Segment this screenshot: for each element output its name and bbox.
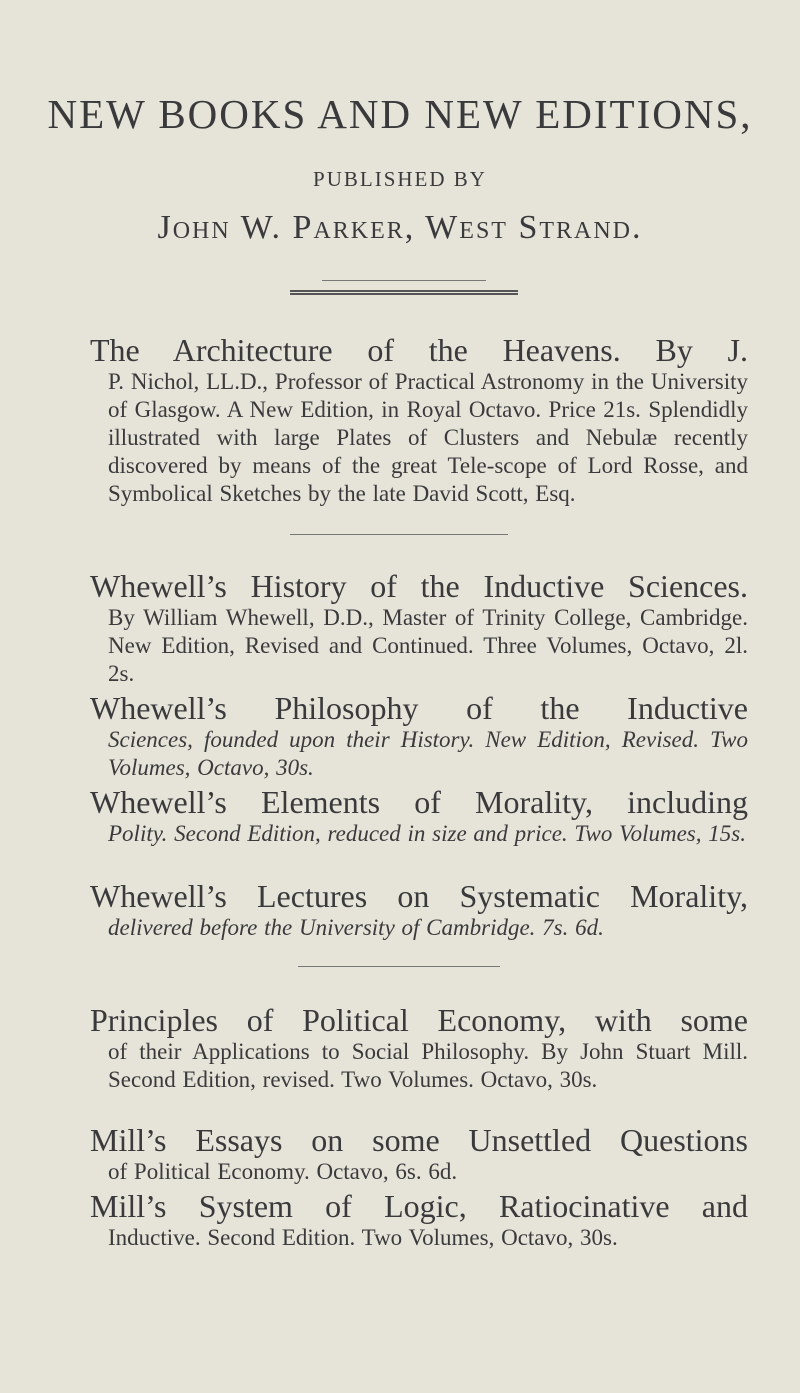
book-entry (90, 784, 748, 848)
book-description: Inductive. Second Edition. Two Volumes, Octavo, 30s. (108, 1225, 618, 1250)
book-title: Whewell’s Lectures on Systematic Morality, (90, 878, 748, 914)
book-title: Whewell’s Philosophy of the Inductive (90, 690, 748, 726)
publisher-name: John W. Parker, West Strand. (157, 209, 643, 246)
book-description: of their Applications to Social Philosophy. By John Stuart Mill. Second Edition, revised. Two Volumes. Octavo, 30s. (108, 1039, 748, 1092)
book-entry (90, 1122, 748, 1186)
book-description: delivered before the University of Cambridge. 7s. 6d. (108, 915, 604, 940)
book-entry (90, 1188, 748, 1252)
book-description: of Political Economy. Octavo, 6s. 6d. (108, 1159, 458, 1184)
book-description: Sciences, founded upon their History. New Edition, Revised. Two Volumes, Octavo, 30s. (108, 727, 748, 780)
header-divider-thick (290, 290, 518, 297)
section-divider (290, 534, 508, 535)
book-entry (90, 568, 748, 688)
book-entry (90, 690, 748, 782)
book-title: Whewell’s Elements of Morality, including (90, 784, 748, 820)
published-by-label: PUBLISHED BY (313, 167, 487, 191)
page-title: NEW BOOKS AND NEW EDITIONS, (47, 91, 753, 137)
header-divider-thin (322, 280, 486, 281)
book-description: By William Whewell, D.D., Master of Trinity College, Cambridge. New Edition, Revised and Continued. Three Volumes, Octavo, 2l. 2s. (108, 605, 748, 686)
book-title: Mill’s Essays on some Unsettled Questions (90, 1122, 748, 1158)
book-entry (90, 878, 748, 942)
book-description: Polity. Second Edition, reduced in size and price. Two Volumes, 15s. (108, 821, 746, 846)
book-title: The Architecture of the Heavens. By J. (90, 332, 748, 368)
book-description: P. Nichol, LL.D., Professor of Practical Astronomy in the University of Glasgow. A New Edition, in Royal Octavo. Price 21s. Splendidly illustrated with large Plates of Clusters and Nebulæ recently discovered by means of the great Tele-scope of Lord Rosse, and Symbolical Sketches by the late David Scott, Esq. (108, 369, 748, 506)
section-divider (298, 966, 500, 967)
book-title: Mill’s System of Logic, Ratiocinative and (90, 1188, 748, 1224)
book-title: Principles of Political Economy, with some (90, 1002, 748, 1038)
book-entry (90, 332, 748, 508)
book-entry (90, 1002, 748, 1094)
book-title: Whewell’s History of the Inductive Sciences. (90, 568, 748, 604)
